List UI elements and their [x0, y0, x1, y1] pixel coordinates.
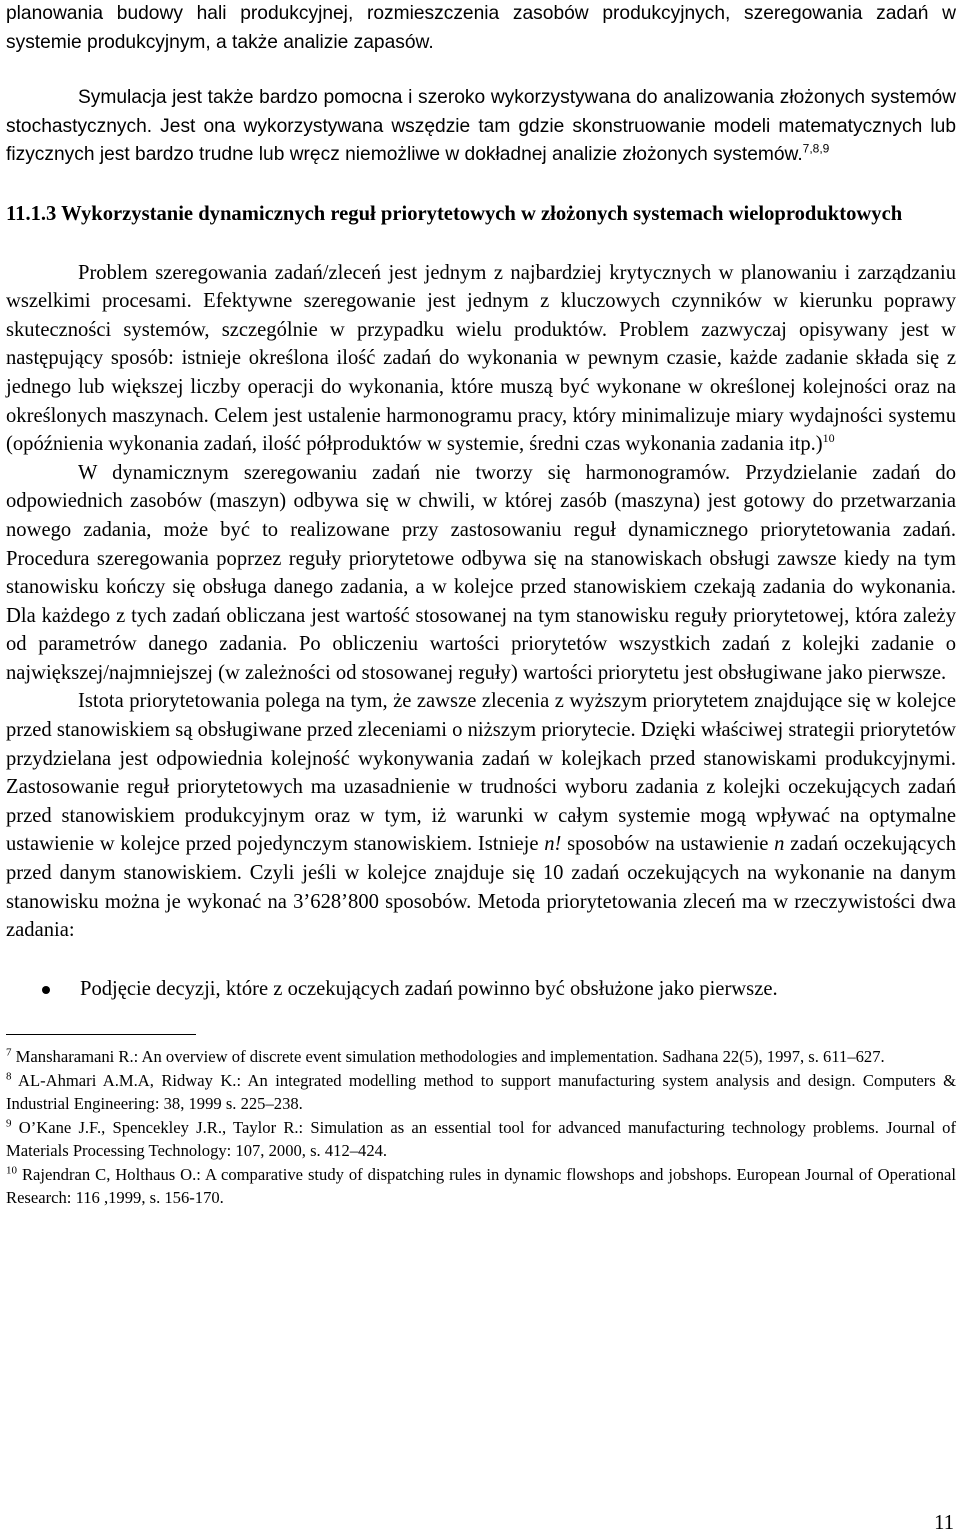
page-number: 11 [934, 1512, 954, 1534]
paragraph-problem [6, 259, 956, 459]
footnote-text: Mansharamani R.: An overview of discrete event simulation methodologies and implementation. Sadhana 22(5), 1997, s. 611–627. [15, 1047, 885, 1067]
footnote-text: O’Kane J.F., Spencekley J.R., Taylor R.: Simulation as an essential tool for advanced manufacturing technology problems. Journal of Materials Processing Technology: 107, 2000, s. 412–424. [6, 1117, 956, 1161]
paragraph-text: Istota priorytetowania polega na tym, że zawsze zlecenia z wyższym priorytetem znajdujące się w kolejce przed stanowiskiem są obsługiwane przed zleceniami o niższym priorytecie. Dzięki właściwej strategii priorytetów przydzielana jest odpowiednia kolejność wykonywania zadań w kolejkach przed stanowiskami produkcyjnymi. Zastosowanie reguł priorytetowych ma uzasadnienie w trudności wyboru zadania z kolejki oczekujących zadań przed stanowiskiem produkcyjnym oraz w tym, iż warunki w całym systemie mogą wpływać na optymalne ustawienie w kolejce przed pojedynczym stanowiskiem. Istnieje [6, 690, 956, 856]
footnote [6, 1116, 956, 1163]
paragraph-text: Problem szeregowania zadań/zleceń jest jednym z najbardziej krytycznych w planowaniu i zarządzaniu wszelkimi procesami. Efektywne szeregowanie jest jednym z kluczowych czynników w kierunku poprawy skuteczności systemów, szczególnie w przypadku wielu produktów. Problem zazwyczaj opisywany jest w następujący sposób: istnieje określona ilość zadań do wykonania w pewnym czasie, każde zadanie składa się z jednego lub większej liczby operacji do wykonania, które muszą być wykonane w określonej kolejności oraz na określonych maszynach. Celem jest ustalenie harmonogramu pracy, który minimalizuje miary wydajności systemu (opóźnienia wykonania zadań, ilość półproduktów w systemie, średni czas wykonania zadania itp.) [6, 261, 956, 456]
footnote [6, 1069, 956, 1116]
footnote-number: 8 [6, 1070, 12, 1083]
footnote-number: 9 [6, 1117, 12, 1130]
footnote-text: Rajendran C, Holthaus O.: A comparative study of dispatching rules in dynamic flowshops and jobshops. European Journal of Operational Research: 116 ,1999, s. 156-170. [6, 1164, 956, 1208]
paragraph-text: zadań oczekujących przed danym stanowiskiem. Czyli jeśli w kolejce znajduje się 10 zadań oczekujących na wykonanie na danym stanowisku można je wykonać na 3’628’800 sposobów. Metoda priorytetowania zleceń ma w rzeczywistości dwa zadania: [6, 833, 956, 942]
n-variable: n [774, 833, 785, 856]
paragraph-text: Symulacja jest także bardzo pomocna i szeroko wykorzystywana do analizowania złożonych systemów stochastycznych. Jest ona wykorzystywana wszędzie tam gdzie skonstruowanie modeli matematycznych lub fizycznych jest bardzo trudne lub wręcz niemożliwe w dokładnej analizie złożonych systemów. [6, 87, 956, 166]
footnote-text: AL-Ahmari A.M.A, Ridway K.: An integrated modelling method to support manufacturing system analysis and design. Computers & Industrial Engineering: 38, 1999 s. 225–238. [6, 1070, 956, 1114]
paragraph-dynamic [6, 459, 956, 688]
section-heading: 11.1.3 Wykorzystanie dynamicznych reguł priorytetowych w złożonych systemach wieloproduktowych [6, 202, 903, 225]
paragraph-intro-tail [6, 0, 956, 57]
footnote-number: 10 [6, 1164, 17, 1177]
footnote-separator [6, 1034, 196, 1035]
footnote-ref: 7,8,9 [802, 141, 830, 156]
paragraph-essence [6, 687, 956, 944]
paragraph-simulation [6, 84, 956, 170]
footnote [6, 1163, 956, 1210]
paragraph-text: W dynamicznym szeregowaniu zadań nie tworzy się harmonogramów. Przydzielanie zadań do odpowiednich zasobów (maszyn) odbywa się w chwili, w której zasób (maszyna) jest gotowy do przetwarzania nowego zadania, może być to realizowane przy zastosowaniu reguł dynamicznego priorytetowania zadań. Procedura szeregowania poprzez reguły priorytetowe odbywa się na stanowiskach obsługi zawsze kiedy na tym stanowisku kończy się obsługa danego zadania, a w kolejce przed stanowiskiem czekają zadania do wykonania. Dla każdego z tych zadań obliczana jest wartość stosowanej na tym stanowisku reguły priorytetowej, która zależy od parametrów danego zadania. Po obliczeniu wartości priorytetów wszystkich zadań z kolejki zadanie o największej/najmniejszej (w zależności od stosowanej reguły) wartości priorytetu jest obsługiwane jako pierwsze. [6, 461, 956, 684]
bullet-text: Podjęcie decyzji, które z oczekujących zadań powinno być obsłużone jako pierwsze. [80, 977, 778, 1000]
paragraph-text: planowania budowy hali produkcyjnej, rozmieszczenia zasobów produkcyjnych, szeregowania zadań w systemie produkcyjnym, a także analizie zapasów. [6, 3, 956, 53]
footnote-number: 7 [6, 1046, 12, 1059]
paragraph-text: sposobów na ustawienie [561, 833, 775, 856]
n-factorial: n! [544, 833, 562, 856]
footnotes [6, 1045, 956, 1210]
bullet-dot [42, 986, 50, 994]
footnote-ref: 10 [822, 431, 835, 446]
document-page [6, 0, 956, 1210]
bullet-item [6, 975, 956, 1004]
footnote [6, 1045, 956, 1069]
